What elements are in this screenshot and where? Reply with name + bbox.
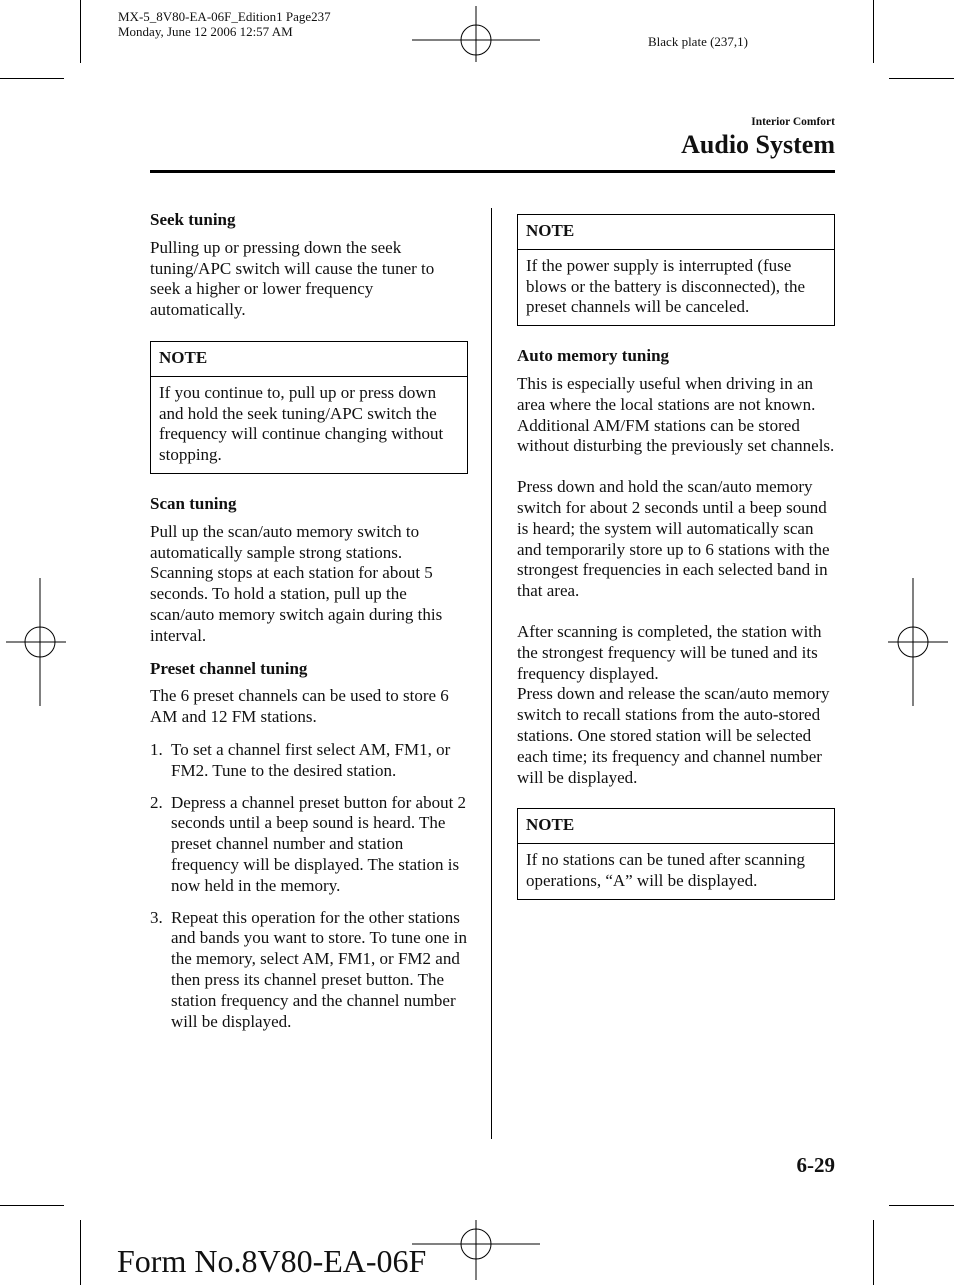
left-column bbox=[150, 210, 468, 1043]
auto-memory-text: This is especially useful when driving in an area where the local stations are not known. Additional AM/FM stations can be stored without disturbing the previously set channels. bbox=[517, 373, 835, 456]
plate-label: Black plate (237,1) bbox=[648, 34, 748, 49]
crop-mark bbox=[873, 1220, 874, 1285]
seek-tuning-text: Pulling up or pressing down the seek tuning/APC switch will cause the tuner to seek a higher or lower frequency automatically. bbox=[150, 237, 435, 320]
crop-mark bbox=[0, 78, 64, 79]
crop-mark bbox=[80, 0, 81, 63]
right-column bbox=[517, 214, 835, 920]
preset-steps-list bbox=[150, 740, 468, 1032]
preset-tuning-heading: Preset channel tuning bbox=[150, 658, 308, 678]
auto-memory-text: Press down and release the scan/auto memory switch to recall stations from the auto-stored stations. One stored station will be selected each time; its frequency and channel number will be displayed. bbox=[517, 684, 830, 787]
auto-memory-heading: Auto memory tuning bbox=[517, 346, 670, 366]
crop-mark bbox=[889, 1205, 954, 1206]
note-box bbox=[517, 214, 835, 326]
crop-mark bbox=[0, 1205, 64, 1206]
page-title: Audio System bbox=[681, 130, 835, 159]
step-text: Depress a channel preset button for about 2 seconds until a beep sound is heard. The preset channel number and station frequency will be displayed. The station is now held in the memory. bbox=[171, 792, 467, 895]
crop-mark bbox=[889, 78, 954, 79]
page-number: 6-29 bbox=[796, 1153, 835, 1177]
step-text: Repeat this operation for the other stations and bands you want to store. To tune one in the memory, select AM, FM1, or FM2 and then press its channel preset button. The station frequency and the channel number will be displayed. bbox=[171, 907, 467, 1031]
registration-mark-icon bbox=[410, 0, 542, 64]
step-number: 1. bbox=[150, 739, 163, 759]
note-text: If you continue to, pull up or press down and hold the seek tuning/APC switch the frequency will continue changing without stopping. bbox=[159, 382, 444, 465]
note-heading: NOTE bbox=[151, 342, 467, 377]
list-item bbox=[150, 793, 468, 897]
step-text: To set a channel first select AM, FM1, or FM2. Tune to the desired station. bbox=[171, 739, 451, 780]
crop-mark bbox=[873, 0, 874, 63]
note-text: If the power supply is interrupted (fuse blows or the battery is disconnected), the preset channels will be canceled. bbox=[526, 255, 806, 317]
form-number: Form No.8V80-EA-06F bbox=[117, 1243, 427, 1279]
step-number: 2. bbox=[150, 792, 163, 812]
note-heading: NOTE bbox=[518, 809, 834, 844]
seek-tuning-heading: Seek tuning bbox=[150, 210, 236, 229]
note-box bbox=[517, 808, 835, 899]
note-heading: NOTE bbox=[518, 215, 834, 250]
step-number: 3. bbox=[150, 907, 163, 927]
scan-tuning-text: Pull up the scan/auto memory switch to automatically sample strong stations. Scanning stops at each station for about 5 seconds. To hold a station, pull up the scan/auto memory switch again during this interval. bbox=[150, 521, 443, 645]
registration-mark-icon bbox=[410, 1220, 542, 1285]
scan-tuning-heading: Scan tuning bbox=[150, 493, 237, 513]
column-divider bbox=[491, 208, 492, 1139]
registration-mark-icon bbox=[888, 578, 954, 706]
registration-mark-icon bbox=[0, 578, 66, 706]
title-rule bbox=[150, 170, 835, 173]
crop-mark bbox=[80, 1220, 81, 1285]
section-label: Interior Comfort bbox=[751, 116, 835, 128]
list-item bbox=[150, 908, 468, 1033]
date-line: Monday, June 12 2006 12:57 AM bbox=[118, 24, 293, 39]
note-box bbox=[150, 341, 468, 474]
auto-memory-text: After scanning is completed, the station with the strongest frequency will be tuned and its frequency displayed. bbox=[517, 621, 822, 683]
print-job-info bbox=[118, 9, 331, 39]
auto-memory-text: Press down and hold the scan/auto memory switch for about 2 seconds until a beep sound is heard; the system will automatically scan and temporarily store up to 6 stations with the strongest frequencies in each selected band in that area. bbox=[517, 477, 830, 601]
note-text: If no stations can be tuned after scanning operations, “A” will be displayed. bbox=[526, 850, 805, 890]
file-line: MX-5_8V80-EA-06F_Edition1 Page237 bbox=[118, 9, 331, 24]
preset-tuning-text: The 6 preset channels can be used to store 6 AM and 12 FM stations. bbox=[150, 686, 449, 727]
list-item bbox=[150, 740, 468, 782]
